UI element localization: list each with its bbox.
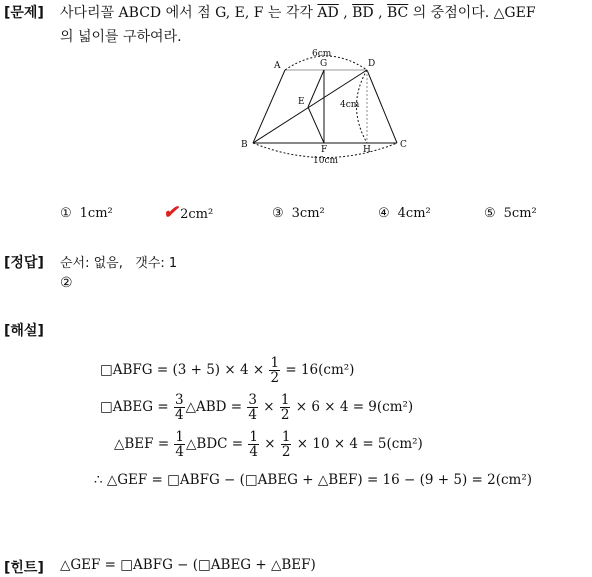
label-h: H [363, 145, 371, 155]
eq2-fraction-3: $\frac{1}{2}$ [280, 392, 290, 423]
eq2-fraction-1: $\frac{3}{4}$ [174, 392, 184, 423]
problem-text-line1 [60, 2, 536, 22]
option-3[interactable] [272, 206, 325, 221]
option-1[interactable] [60, 206, 113, 221]
eq3-fraction-2: $\frac{1}{4}$ [249, 429, 258, 460]
eq1-rhs: = 16(cm²) [281, 362, 355, 378]
equation-2 [100, 393, 413, 422]
option-4-number: ④ [378, 206, 390, 221]
problem-text-line2: 의 넓이를 구하여라. [60, 29, 182, 45]
problem-tag: [문제] [4, 5, 44, 21]
answer-line1: 순서: 없음, 갯수: 1 [60, 256, 178, 271]
dim-height-label: 4cm [340, 100, 360, 110]
eq1-fraction: $\frac{1}{2}$ [270, 355, 280, 386]
segment-ad: $\overline{AD}$ [317, 5, 339, 21]
equation-4: ∴ △GEF = □ABFG − (□ABEG + △BEF) = 16 − (9 + 5) = 2(cm²) [94, 472, 533, 488]
label-a: A [274, 61, 281, 71]
option-5-number: ⑤ [484, 206, 496, 221]
eq2-rhs: × 6 × 4 = 9(cm²) [291, 399, 414, 415]
eq3-lhs: △BEF = [114, 436, 174, 452]
trapezoid-figure [236, 44, 416, 168]
edge-ab [253, 70, 285, 143]
eq2-lhs: □ABEG = [100, 399, 173, 415]
option-5[interactable] [484, 206, 537, 221]
eq3-mid2: × [259, 436, 280, 452]
eq3-fraction-1: $\frac{1}{4}$ [175, 429, 185, 460]
eq1-lhs: □ABFG = (3 + 5) × 4 × [100, 362, 269, 378]
eq3-rhs: × 10 × 4 = 5(cm²) [292, 436, 423, 452]
equation-3 [114, 430, 423, 459]
label-d: D [368, 59, 376, 69]
sep-2: , [373, 5, 387, 21]
answer-tag: [정답] [4, 255, 44, 271]
dim-bottom-label: 10cm [313, 156, 339, 166]
option-2-text: 2cm² [180, 207, 214, 222]
option-1-number: ① [60, 206, 72, 221]
seg-ef [308, 107, 324, 143]
equation-1 [100, 356, 354, 385]
segment-bc: $\overline{BC}$ [386, 5, 409, 21]
answer-line2: ② [60, 275, 73, 291]
option-1-text: 1cm² [79, 206, 113, 221]
label-f: F [321, 145, 328, 155]
hint-tag: [힌트] [4, 560, 44, 576]
label-e: E [298, 97, 305, 107]
eq3-mid: △BDC = [186, 436, 248, 452]
dim-top-label: 6cm [312, 49, 332, 59]
eq2-mid2: × [258, 399, 279, 415]
option-3-text: 3cm² [291, 206, 325, 221]
sep-1: , [338, 5, 353, 21]
option-4-text: 4cm² [397, 206, 431, 221]
option-5-text: 5cm² [503, 206, 537, 221]
hint-text: △GEF = □ABFG − (□ABEG + △BEF) [60, 557, 316, 573]
check-mark-icon: ✔ [163, 202, 179, 223]
option-3-number: ③ [272, 206, 284, 221]
edge-dc [367, 70, 397, 143]
option-2[interactable] [163, 202, 213, 223]
eq2-mid: △ABD = [185, 399, 247, 415]
problem-text-a: 사다리꼴 ABCD 에서 점 G, E, F 는 각각 [60, 5, 318, 21]
label-b: B [241, 140, 248, 150]
explanation-tag: [해설] [4, 323, 44, 339]
option-4[interactable] [378, 206, 431, 221]
label-c: C [400, 140, 407, 150]
problem-text-b: 의 중점이다. △GEF [408, 5, 536, 21]
label-g: G [320, 59, 328, 69]
eq3-fraction-3: $\frac{1}{2}$ [281, 429, 291, 460]
seg-ge [308, 70, 324, 107]
eq2-fraction-2: $\frac{3}{4}$ [248, 392, 257, 423]
segment-bd: $\overline{BD}$ [352, 5, 374, 21]
